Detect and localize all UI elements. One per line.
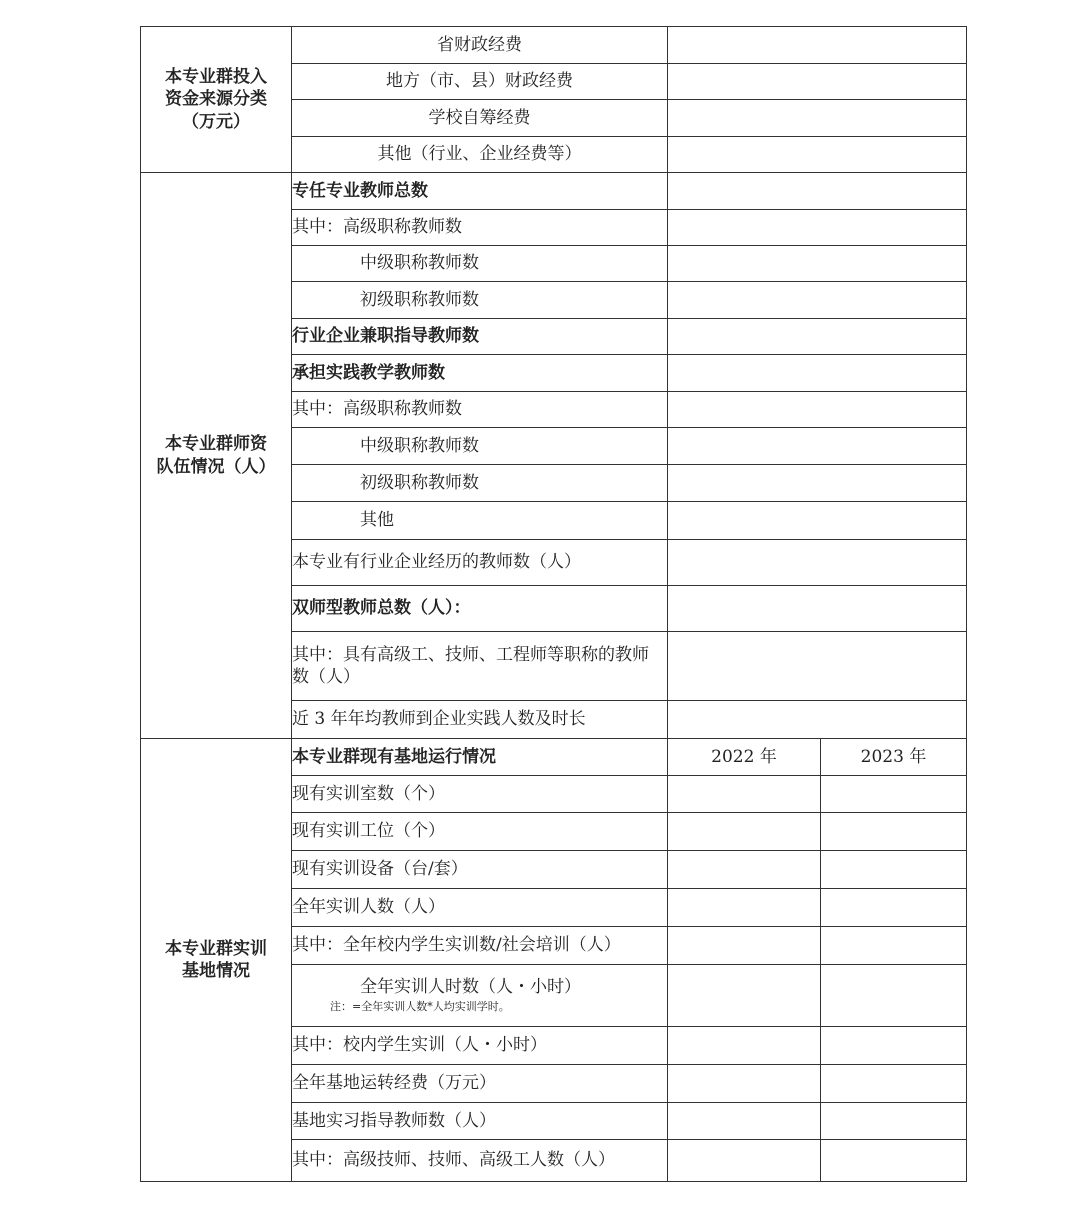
faculty-value-cell[interactable] <box>668 428 967 465</box>
faculty-value-cell[interactable] <box>668 540 967 586</box>
training-row-label: 全年基地运转经费（万元） <box>292 1065 668 1103</box>
faculty-row-label: 专任专业教师总数 <box>292 173 668 210</box>
faculty-value-cell[interactable] <box>668 355 967 392</box>
training-row-label: 现有实训室数（个） <box>292 776 668 813</box>
training-value-2023[interactable] <box>821 1103 967 1140</box>
faculty-row-label: 初级职称教师数 <box>292 282 668 319</box>
faculty-row-label: 行业企业兼职指导教师数 <box>292 319 668 355</box>
faculty-value-cell[interactable] <box>668 392 967 428</box>
training-value-2023[interactable] <box>821 813 967 851</box>
funding-value-cell[interactable] <box>668 137 967 173</box>
training-header-line: 本专业群实训 <box>165 938 267 959</box>
faculty-value-cell[interactable] <box>668 502 967 540</box>
faculty-row-label: 其他 <box>292 502 668 540</box>
training-row-label: 现有实训设备（台/套） <box>292 851 668 889</box>
funding-header-line: （万元） <box>182 111 250 132</box>
training-value-2023[interactable] <box>821 851 967 889</box>
training-value-2022[interactable] <box>668 851 821 889</box>
faculty-row-label: 初级职称教师数 <box>292 465 668 502</box>
training-value-2022[interactable] <box>668 1065 821 1103</box>
training-value-2022[interactable] <box>668 965 821 1027</box>
training-value-2023[interactable] <box>821 1065 967 1103</box>
training-note: 注：=全年实训人数*人均实训学时。 <box>330 1000 510 1014</box>
faculty-value-cell[interactable] <box>668 632 967 701</box>
faculty-row-label: 中级职称教师数 <box>292 428 668 465</box>
faculty-row-label: 中级职称教师数 <box>292 246 668 282</box>
form-table <box>140 26 967 1182</box>
funding-section-header <box>141 27 292 173</box>
faculty-value-cell[interactable] <box>668 701 967 739</box>
training-value-2022[interactable] <box>668 1140 821 1182</box>
faculty-row-label: 其中：具有高级工、技师、工程师等职称的教师数（人） <box>292 632 668 701</box>
faculty-row-label: 其中：高级职称教师数 <box>292 210 668 246</box>
faculty-value-cell[interactable] <box>668 210 967 246</box>
funding-row-label: 地方（市、县）财政经费 <box>292 64 668 100</box>
faculty-value-cell[interactable] <box>668 319 967 355</box>
faculty-header-line: 队伍情况（人） <box>156 456 276 477</box>
funding-header-line: 本专业群投入 <box>165 67 267 88</box>
training-value-2023[interactable] <box>821 965 967 1027</box>
faculty-value-cell[interactable] <box>668 282 967 319</box>
faculty-value-cell[interactable] <box>668 246 967 282</box>
training-row-label: 其中：校内学生实训（人・小时） <box>292 1027 668 1065</box>
training-value-2023[interactable] <box>821 776 967 813</box>
training-row-label: 基地实习指导教师数（人） <box>292 1103 668 1140</box>
training-value-2022[interactable] <box>668 1103 821 1140</box>
faculty-row-label: 双师型教师总数（人）： <box>292 586 668 632</box>
faculty-header-line: 本专业群师资 <box>165 434 267 455</box>
faculty-row-label: 近 3 年年均教师到企业实践人数及时长 <box>292 701 668 739</box>
funding-value-cell[interactable] <box>668 64 967 100</box>
funding-header-line: 资金来源分类 <box>165 89 267 110</box>
funding-value-cell[interactable] <box>668 100 967 137</box>
faculty-row-label: 其中：高级职称教师数 <box>292 392 668 428</box>
training-value-2022[interactable] <box>668 927 821 965</box>
training-row-label: 其中：全年校内学生实训数/社会培训（人） <box>292 927 668 965</box>
funding-row-label: 省财政经费 <box>292 27 668 64</box>
training-row-label: 其中：高级技师、技师、高级工人数（人） <box>292 1140 668 1182</box>
faculty-row-label: 承担实践教学教师数 <box>292 355 668 392</box>
year-header-2022: 2022 年 <box>668 739 821 776</box>
faculty-value-cell[interactable] <box>668 173 967 210</box>
training-value-2023[interactable] <box>821 1027 967 1065</box>
year-header-2023: 2023 年 <box>821 739 967 776</box>
funding-value-cell[interactable] <box>668 27 967 64</box>
funding-row-label: 其他（行业、企业经费等） <box>292 137 668 173</box>
funding-row-label: 学校自筹经费 <box>292 100 668 137</box>
faculty-value-cell[interactable] <box>668 465 967 502</box>
faculty-row-label: 本专业有行业企业经历的教师数（人） <box>292 540 668 586</box>
training-value-2022[interactable] <box>668 813 821 851</box>
faculty-section-header <box>141 173 292 739</box>
training-row-label: 全年实训人时数（人・小时） <box>360 977 581 998</box>
training-value-2023[interactable] <box>821 927 967 965</box>
training-row-label: 全年实训人数（人） <box>292 889 668 927</box>
training-title-row: 本专业群现有基地运行情况 <box>292 739 668 776</box>
training-value-2022[interactable] <box>668 1027 821 1065</box>
training-value-2023[interactable] <box>821 1140 967 1182</box>
training-row-label-with-note <box>292 965 668 1027</box>
training-header-line: 基地情况 <box>182 961 250 981</box>
training-row-label: 现有实训工位（个） <box>292 813 668 851</box>
training-section-header <box>141 739 292 1182</box>
faculty-value-cell[interactable] <box>668 586 967 632</box>
training-value-2022[interactable] <box>668 889 821 927</box>
training-value-2023[interactable] <box>821 889 967 927</box>
training-value-2022[interactable] <box>668 776 821 813</box>
